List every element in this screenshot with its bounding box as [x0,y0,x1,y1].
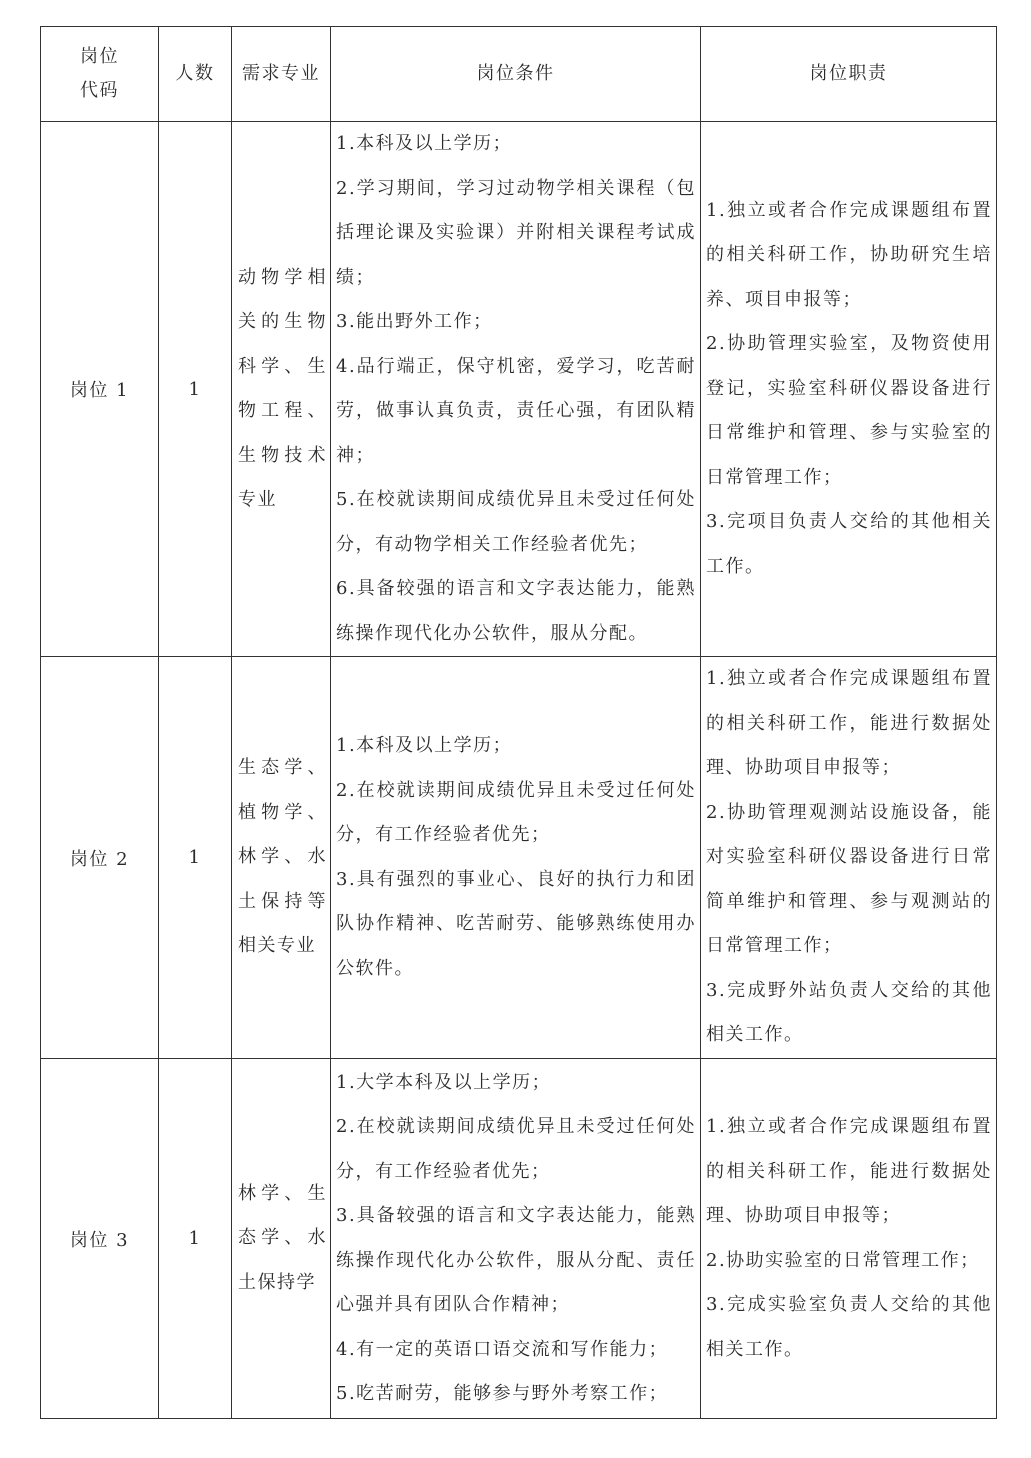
condition-item: 6.具备较强的语言和文字表达能力，能熟练操作现代化办公软件，服从分配。 [336,578,696,644]
condition-item: 2.在校就读期间成绩优异且未受过任何处分，有工作经验者优先； [336,1116,696,1182]
condition-item: 2.在校就读期间成绩优异且未受过任何处分，有工作经验者优先； [336,779,696,845]
required-major-text: 林学、生态学、水土保持学 [238,1182,327,1293]
condition-item: 3.能出野外工作； [336,311,493,332]
condition-item: 1.大学本科及以上学历； [336,1071,552,1093]
position-code: 岗位 1 [41,122,159,657]
header-position-code-line-1: 岗位 [80,46,119,67]
position-count: 1 [159,122,232,657]
duty-item: 1.独立或者合作完成课题组布置的相关科研工作，能进行数据处理、协助项目申报等； [706,1116,992,1226]
header-major: 需求专业 [232,27,331,122]
condition-item: 1.本科及以上学历； [336,735,513,756]
required-major [232,1059,331,1419]
position-code: 岗位 3 [41,1059,159,1419]
table-row [41,1059,997,1419]
condition-item: 4.有一定的英语口语交流和写作能力； [336,1338,669,1360]
condition-item: 3.具备较强的语言和文字表达能力，能熟练操作现代化办公软件，服从分配、责任心强并具有团队合作精神； [336,1205,696,1315]
position-count: 1 [159,657,232,1059]
duty-item: 2.协助管理实验室，及物资使用登记，实验室科研仪器设备进行日常维护和管理、参与实验室的日常管理工作； [706,333,992,488]
condition-item: 2.学习期间，学习过动物学相关课程（包括理论课及实验课）并附相关课程考试成绩； [336,177,696,288]
position-duties [701,122,997,657]
job-positions-table [40,26,997,1419]
header-duties: 岗位职责 [701,27,997,122]
table-row [41,122,997,657]
header-position-code-line-2: 代码 [80,80,119,101]
position-conditions [331,122,701,657]
condition-item: 5.吃苦耐劳，能够参与野外考察工作； [336,1383,669,1404]
position-code: 岗位 2 [41,657,159,1059]
condition-item: 3.具有强烈的事业心、良好的执行力和团队协作精神、吃苦耐劳、能够熟练使用办公软件。 [336,868,696,979]
condition-item: 1.本科及以上学历； [336,133,513,154]
table-header-row [41,27,997,122]
header-count: 人数 [159,27,232,122]
duty-item: 2.协助管理观测站设施设备，能对实验室科研仪器设备进行日常简单维护和管理、参与观测站的日常管理工作； [706,801,992,957]
condition-item: 4.品行端正，保守机密，爱学习，吃苦耐劳，做事认真负责，责任心强，有团队精神； [336,355,696,466]
duty-item: 1.独立或者合作完成课题组布置的相关科研工作，协助研究生培养、项目申报等； [706,199,992,310]
position-duties [701,1059,997,1419]
duty-item: 2.协助实验室的日常管理工作； [706,1249,980,1271]
header-position-code [41,27,159,122]
position-conditions [331,1059,701,1419]
position-conditions [331,657,701,1059]
duty-item: 3.完成实验室负责人交给的其他相关工作。 [706,1294,992,1360]
duty-item: 3.完成野外站负责人交给的其他相关工作。 [706,979,992,1046]
duty-item: 3.完项目负责人交给的其他相关工作。 [706,511,992,577]
position-duties [701,657,997,1059]
condition-item: 5.在校就读期间成绩优异且未受过任何处分，有动物学相关工作经验者优先； [336,489,696,555]
table-row [41,657,997,1059]
required-major [232,657,331,1059]
required-major-text: 生态学、植物学、林学、水土保持等相关专业 [238,757,327,957]
required-major-text: 动物学相关的生物科学、生物工程、生物技术专业 [238,266,327,510]
header-conditions: 岗位条件 [331,27,701,122]
required-major [232,122,331,657]
duty-item: 1.独立或者合作完成课题组布置的相关科研工作，能进行数据处理、协助项目申报等； [706,668,992,779]
position-count: 1 [159,1059,232,1419]
